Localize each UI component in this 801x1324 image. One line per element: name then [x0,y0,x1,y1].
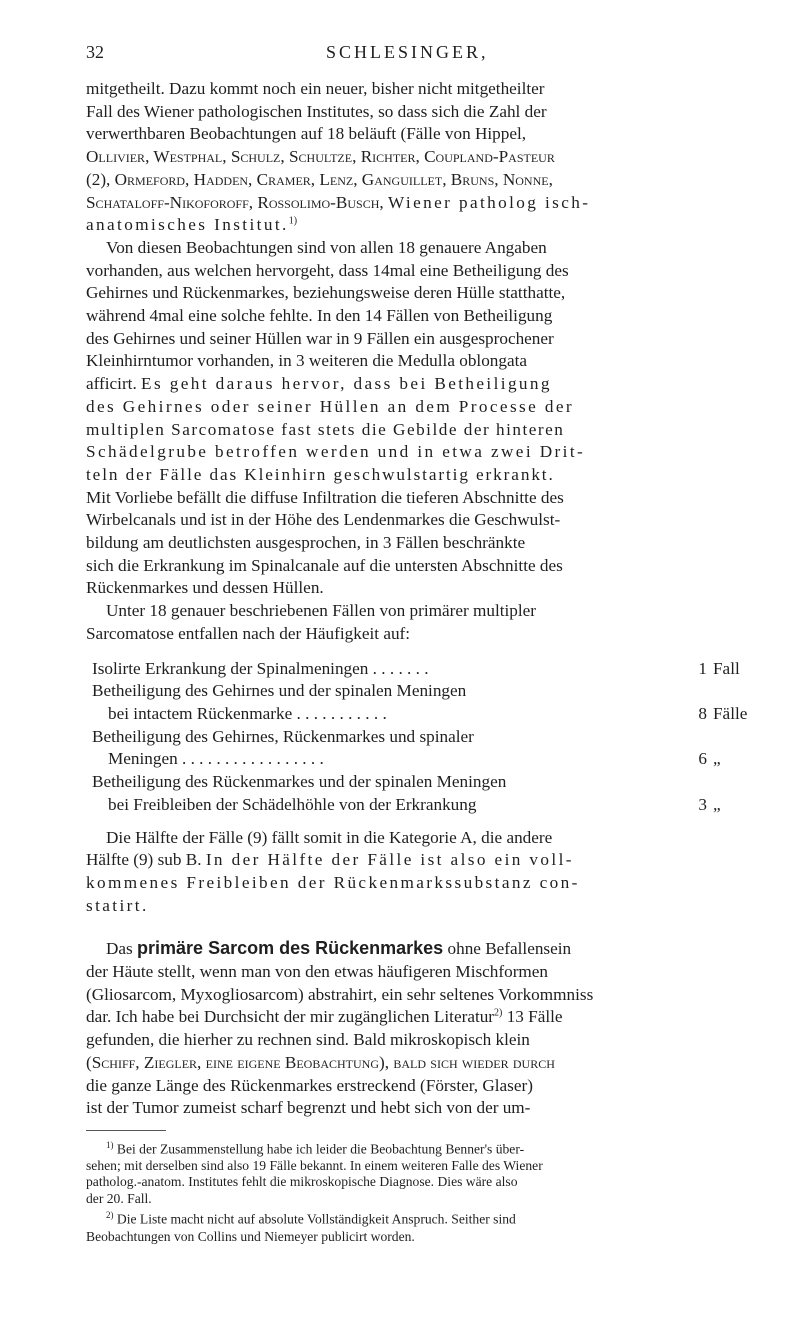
text-line [86,937,763,961]
footnote-text: Bei der Zusammenstellung habe ich leider die Beobachtung Benner's über- [116,1141,525,1157]
case-list [92,658,763,817]
list-item-label: Betheiligung des Rückenmarkes und der spinalen Meningen [92,772,507,792]
footnote-line: Beobachtungen von Collins und Niemeyer publicirt worden. [86,1228,415,1244]
list-item-continuation [92,703,763,726]
list-item-count: 3 [698,794,707,814]
list-item [92,658,763,681]
text-line: kommenes Freibleiben der Rückenmarkssubstanz con- [86,872,580,892]
text-line: Kleinhirntumor vorhanden, in 3 weiteren die Medulla oblongata [86,351,528,371]
paragraph-1 [86,78,763,237]
text-span: Hälfte (9) sub B. [86,850,202,870]
text-line: mitgetheilt. Dazu kommt noch ein neuer, bisher nicht mitgetheilter [86,79,545,98]
list-item-count: 1 [698,658,707,678]
footnote-text: Die Liste macht nicht auf absolute Vollständigkeit Anspruch. Seither sind [116,1212,516,1227]
text-line: Mit Vorliebe befällt die diffuse Infiltration die tieferen Abschnitte des [86,487,564,507]
spaced-text: Es geht daraus hervor, dass bei Betheiligung [141,374,552,394]
text-line: verwerthbaren Beobachtungen auf 18 beläuft (Fälle von Hippel, [86,124,527,144]
text-line: (2), Ormeford, Hadden, Cramer, Lenz, Ganguillet, Bruns, Nonne, [86,169,553,189]
list-item-label: Betheiligung des Gehirnes, Rückenmarkes und spinaler [92,726,474,746]
text-line: bildung am deutlichsten ausgesprochen, in 3 Fällen beschränkte [86,533,526,553]
list-item-label: Isolirte Erkrankung der Spinalmeningen . . . . . . . [92,658,429,678]
list-item-count: 8 [698,703,707,723]
footnote-number: 2) [106,1210,114,1221]
list-item-label: bei intactem Rückenmarke . . . . . . . . . . . [108,703,387,723]
text-line: der Häute stellt, wenn man von den etwas häufigeren Mischformen [86,962,549,982]
text-line: (Schiff, Ziegler, eine eigene Beobachtung), bald sich wieder durch [86,1052,555,1072]
paragraph-2 [86,237,763,600]
text-line: teln der Fälle das Kleinhirn geschwulstartig erkrankt. [86,464,555,484]
footnotes [86,1137,763,1245]
page [86,42,763,1245]
text-line [86,1006,763,1029]
list-item [92,680,763,703]
spaced-text: Wiener patholog isch- [387,192,591,212]
text-line [86,192,763,215]
page-header [86,42,763,72]
author-names: Schataloff-Nikoforoff, Rossolimo-Busch, [86,192,384,212]
text-line: Fall des Wiener pathologischen Institutes, so dass sich die Zahl der [86,101,547,121]
paragraph-3 [86,600,763,645]
footnote-ref: 1) [288,215,298,227]
footnote-2 [86,1207,763,1228]
list-item-unit: „ [713,749,721,769]
text-line: Sarcomatose entfallen nach der Häufigkeit auf: [86,623,411,643]
running-title: SCHLESINGER, [326,42,489,62]
list-item-continuation [92,794,763,817]
text-line: die ganze Länge des Rückenmarkes erstreckend (Förster, Glaser) [86,1075,533,1095]
text-line: des Gehirnes und seiner Hüllen war in 9 Fällen ein ausgesprochener [86,328,554,348]
text-span: dar. Ich habe bei Durchsicht der mir zugänglichen Literatur [86,1007,495,1027]
text-line [86,373,763,396]
text-line: Rückenmarkes und dessen Hüllen. [86,578,324,598]
list-item-count: 6 [698,749,707,769]
text-line: statirt. [86,895,149,915]
text-line: gefunden, die hierher zu rechnen sind. Bald mikroskopisch klein [86,1030,530,1050]
text-line [86,849,763,872]
text-line: multiplen Sarcomatose fast stets die Gebilde der hinteren [86,419,565,439]
footnote-ref: 2) [494,1007,503,1019]
list-item-label: bei Freibleiben der Schädelhöhle von der Erkrankung [108,794,477,814]
spaced-text: In der Hälfte der Fälle ist also ein voll- [205,850,574,870]
text-line: des Gehirnes oder seiner Hüllen an dem Processe der [86,396,574,416]
text-line: ist der Tumor zumeist scharf begrenzt und hebt sich von der um- [86,1098,531,1118]
text-line: Schädelgrube betroffen werden und in etwa zwei Drit- [86,442,586,462]
paragraph-5 [86,937,763,1120]
text-line [86,214,763,237]
footnote-line: der 20. Fall. [86,1190,152,1206]
list-item-label: Meningen . . . . . . . . . . . . . . . . . [108,749,324,769]
text-line: Gehirnes und Rückenmarkes, beziehungsweise deren Hülle statthatte, [86,283,566,303]
list-item [92,771,763,794]
list-item-label: Betheiligung des Gehirnes und der spinalen Meningen [92,681,467,701]
text-line: (Gliosarcom, Myxogliosarcom) abstrahirt, ein sehr seltenes Vorkommniss [86,984,594,1004]
footnote-line: patholog.-anatom. Institutes fehlt die mikroskopische Diagnose. Dies wäre also [86,1174,518,1190]
text-span: 13 Fälle [506,1007,563,1027]
text-line: sich die Erkrankung im Spinalcanale auf die untersten Abschnitte des [86,555,563,575]
text-span: Das [106,939,133,959]
spaced-text: anatomisches Institut. [86,215,289,235]
footnote-1 [86,1137,763,1158]
footnote-divider [86,1130,166,1131]
list-item-unit: Fall [713,658,740,678]
page-number: 32 [86,42,104,62]
list-item-unit: „ [713,794,721,814]
paragraph-4 [86,827,763,918]
text-line: Wirbelcanals und ist in der Höhe des Lendenmarkes die Geschwulst- [86,510,561,530]
section-heading: primäre Sarcom des Rückenmarkes [137,938,444,959]
text-line: vorhanden, aus welchen hervorgeht, dass 14mal eine Betheiligung des [86,260,569,280]
footnote-line: sehen; mit derselben sind also 19 Fälle bekannt. In einem weiteren Falle des Wiener [86,1157,543,1173]
text-line: Von diesen Beobachtungen sind von allen 18 genauere Angaben [106,237,547,257]
text-line: Ollivier, Westphal, Schulz, Schultze, Richter, Coupland-Pasteur [86,147,555,167]
text-span: ohne Befallensein [447,939,572,959]
list-item [92,726,763,749]
list-item-unit: Fälle [713,703,748,723]
footnote-number: 1) [106,1139,114,1150]
list-item-continuation [92,748,763,771]
text-line: Die Hälfte der Fälle (9) fällt somit in die Kategorie A, die andere [106,827,553,847]
text-line: während 4mal eine solche fehlte. In den 14 Fällen von Betheiligung [86,306,553,326]
text-line: Unter 18 genauer beschriebenen Fällen von primärer multipler [106,601,537,621]
text-span: afficirt. [86,374,137,394]
